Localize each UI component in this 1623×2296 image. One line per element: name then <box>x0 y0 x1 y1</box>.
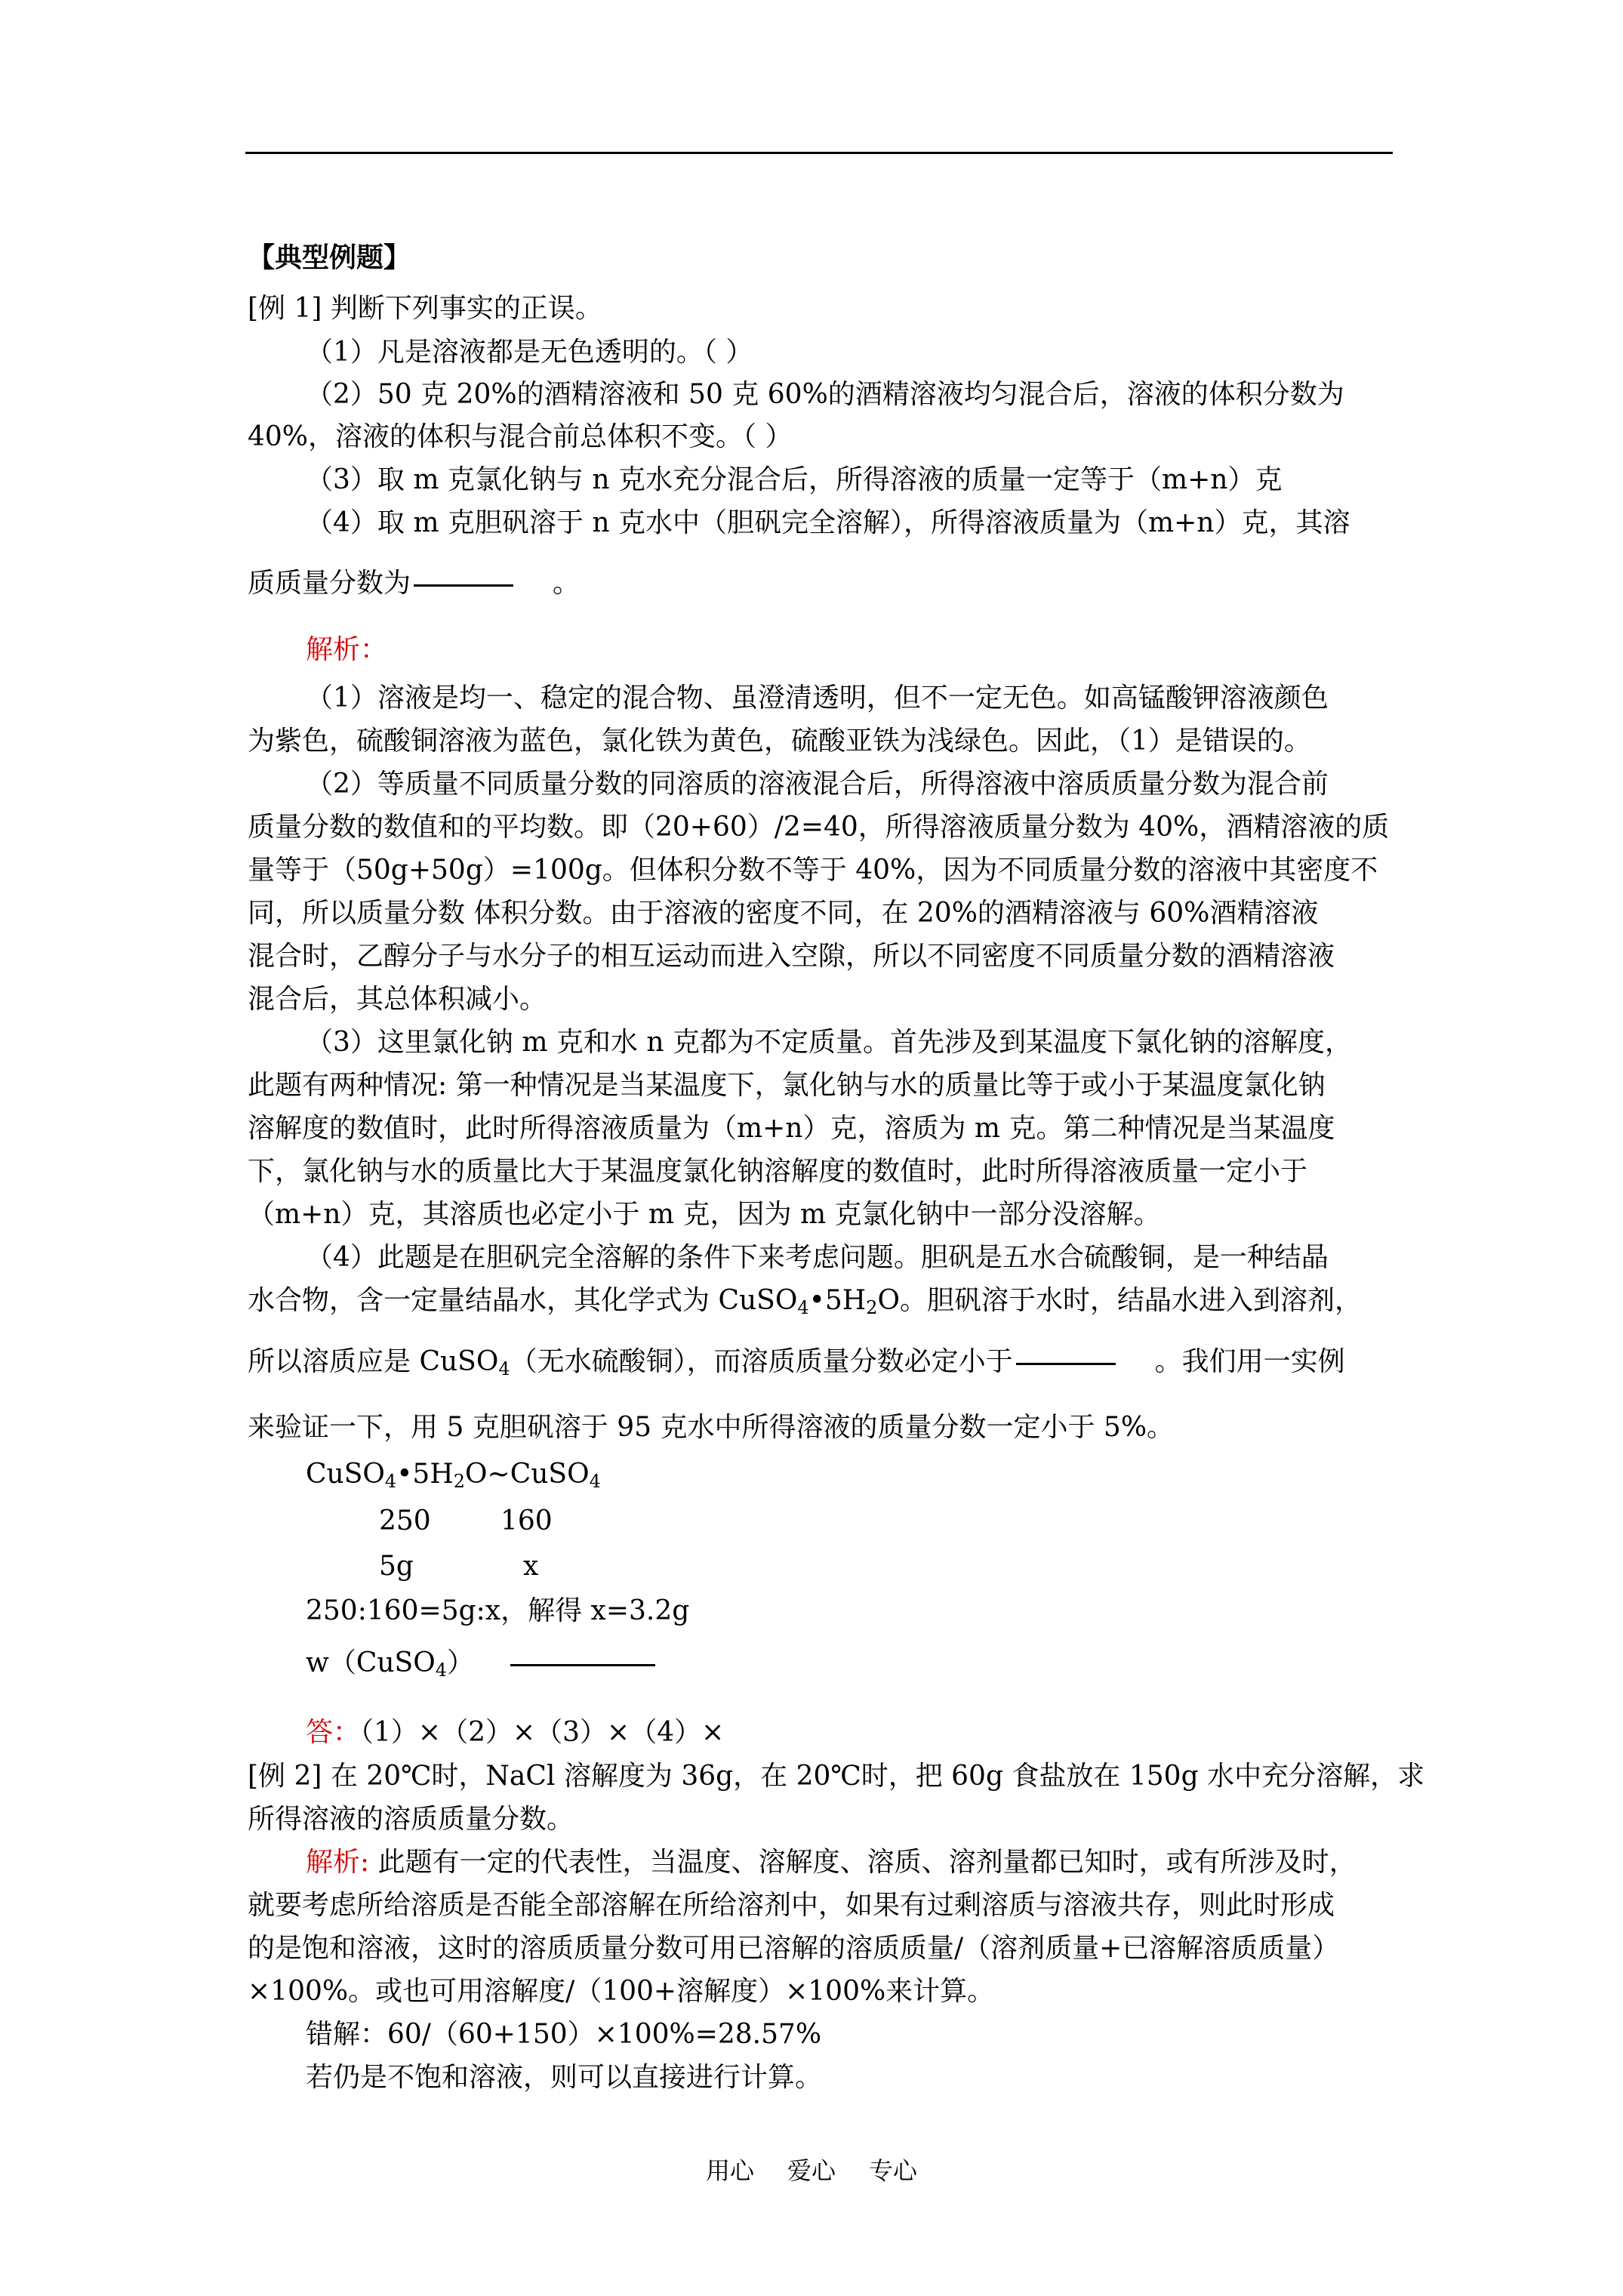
text-segment: w（CuSO <box>306 1647 436 1678</box>
analysis-3-line-3: 溶解度的数值时，此时所得溶液质量为（m+n）克，溶质为 m 克。第二种情况是当某温度 <box>248 1113 1335 1144</box>
example-2-analysis-line-2: 就要考虑所给溶质是否能全部溶解在所给溶剂中，如果有过剩溶质与溶液共存，则此时形成 <box>248 1890 1335 1921</box>
fraction-placeholder <box>510 1664 655 1666</box>
question-4-line-2 <box>248 566 580 601</box>
subscript: 4 <box>384 1471 397 1492</box>
footer-item: 专心 <box>869 2156 918 2185</box>
analysis-3-line-1: （3）这里氯化钠 m 克和水 n 克都为不定质量。首先涉及到某温度下氯化钠的溶解度， <box>306 1027 1353 1058</box>
calc-ratio: 250:160=5g:x，解得 x=3.2g <box>306 1595 690 1626</box>
text-segment: •5H <box>808 1285 867 1316</box>
analysis-3-line-5: （m+n）克，其溶质也必定小于 m 克，因为 m 克氯化钠中一部分没溶解。 <box>248 1199 1161 1230</box>
analysis-2-line-1: （2）等质量不同质量分数的同溶质的溶液混合后，所得溶液中溶质质量分数为混合前 <box>306 769 1329 800</box>
calc-row-1-left: 250 <box>379 1505 431 1536</box>
analysis-2-line-4: 同，所以质量分数 体积分数。由于溶液的密度不同，在 20%的酒精溶液与 60%酒精溶液 <box>248 898 1319 929</box>
text-segment: 水合物，含一定量结晶水，其化学式为 CuSO <box>248 1285 798 1316</box>
question-4-line-1: （4）取 m 克胆矾溶于 n 克水中（胆矾完全溶解），所得溶液质量为（m+n）克，其溶 <box>306 507 1350 538</box>
header-rule <box>245 152 1393 154</box>
text-segment: 此题有一定的代表性，当温度、溶解度、溶质、溶剂量都已知时，或有所涉及时， <box>369 1847 1357 1878</box>
analysis-2-line-3: 量等于（50g+50g）=100g。但体积分数不等于 40%，因为不同质量分数的溶液中其密度不 <box>248 855 1378 886</box>
question-4-text: 质质量分数为 <box>248 568 411 599</box>
question-3: （3）取 m 克氯化钠与 n 克水充分混合后，所得溶液的质量一定等于（m+n）克 <box>306 464 1283 495</box>
text-segment: CuSO <box>306 1459 385 1490</box>
analysis-1-line-1: （1）溶液是均一、稳定的混合物、虽澄清透明，但不一定无色。如高锰酸钾溶液颜色 <box>306 683 1329 713</box>
page-footer <box>0 2152 1623 2187</box>
calc-w <box>306 1646 658 1681</box>
question-2-line-2: 40%，溶液的体积与混合前总体积不变。（ ） <box>248 421 793 452</box>
analysis-4-line-1: （4）此题是在胆矾完全溶解的条件下来考虑问题。胆矾是五水合硫酸铜，是一种结晶 <box>306 1242 1329 1273</box>
analysis-4-line-2 <box>248 1284 1362 1318</box>
wrong-solution: 错解：60/（60+150）×100%=28.57% <box>306 2019 822 2050</box>
analysis-1-line-2: 为紫色，硫酸铜溶液为蓝色，氯化铁为黄色，硫酸亚铁为浅绿色。因此，（1）是错误的。 <box>248 726 1311 757</box>
answer-text: （1）×（2）×（3）×（4）× <box>360 1717 725 1748</box>
footer-item: 爱心 <box>787 2156 836 2185</box>
analysis-2-line-6: 混合后，其总体积减小。 <box>248 984 547 1015</box>
text-segment: •5H <box>396 1459 454 1490</box>
answer-label: 答： <box>306 1717 361 1748</box>
subscript: 4 <box>589 1471 601 1492</box>
text-segment: O。胆矾溶于水时，结晶水进入到溶剂， <box>877 1285 1362 1316</box>
analysis-3-line-4: 下，氯化钠与水的质量比大于某温度氯化钠溶解度的数值时，此时所得溶液质量一定小于 <box>248 1156 1308 1187</box>
subscript: 4 <box>498 1358 510 1379</box>
analysis-label: 解析: <box>306 1847 370 1878</box>
section-title: 【典型例题】 <box>248 242 411 273</box>
analysis-2-line-5: 混合时，乙醇分子与水分子的相互运动而进入空隙，所以不同密度不同质量分数的酒精溶液 <box>248 941 1335 972</box>
analysis-4-line-4: 来验证一下，用 5 克胆矾溶于 95 克水中所得溶液的质量分数一定小于 5%。 <box>248 1412 1175 1443</box>
question-4-end: 。 <box>553 568 581 599</box>
analysis-label: 解析： <box>306 634 388 665</box>
example-1-title: [例 1] 判断下列事实的正误。 <box>248 293 602 324</box>
subscript: 2 <box>453 1471 466 1492</box>
analysis-4-line-3 <box>248 1345 1345 1379</box>
footer-item: 用心 <box>705 2156 754 2185</box>
text-segment: 所以溶质应是 CuSO <box>248 1346 499 1377</box>
calc-row-2-right: x <box>523 1551 539 1582</box>
text-segment: （无水硫酸铜），而溶质质量分数必定小于 <box>510 1346 1013 1377</box>
example-2-title-line-2: 所得溶液的溶质质量分数。 <box>248 1804 574 1835</box>
calc-formula <box>306 1457 601 1492</box>
question-2-line-1: （2）50 克 20%的酒精溶液和 50 克 60%的酒精溶液均匀混合后，溶液的体积分数为 <box>306 379 1344 410</box>
analysis-3-line-2: 此题有两种情况: 第一种情况是当某温度下，氯化钠与水的质量比等于或小于某温度氯化钠 <box>248 1070 1326 1101</box>
text-segment: ） <box>447 1647 475 1678</box>
calc-row-2-left: 5g <box>379 1551 414 1582</box>
example-2-analysis-line-1 <box>306 1845 1357 1880</box>
analysis-2-line-2: 质量分数的数值和的平均数。即（20+60）/2=40，所得溶液质量分数为 40%，酒精溶液的质 <box>248 812 1390 843</box>
subscript: 2 <box>866 1297 878 1318</box>
example-2-analysis-line-3: 的是饱和溶液，这时的溶质质量分数可用已溶解的溶质质量/（溶剂质量+已溶解溶质质量） <box>248 1933 1340 1964</box>
subscript: 4 <box>797 1297 809 1318</box>
text-segment: O~CuSO <box>465 1459 590 1490</box>
unsaturated-note: 若仍是不饱和溶液，则可以直接进行计算。 <box>306 2062 823 2093</box>
text-segment: 。我们用一实例 <box>1154 1346 1345 1377</box>
fraction-placeholder <box>414 584 513 587</box>
subscript: 4 <box>435 1660 448 1681</box>
example-2-analysis-line-4: ×100%。或也可用溶解度/（100+溶解度）×100%来计算。 <box>248 1976 995 2007</box>
answer-line <box>306 1715 724 1750</box>
question-1: （1）凡是溶液都是无色透明的。（ ） <box>306 337 753 368</box>
calc-row-1-right: 160 <box>500 1505 553 1536</box>
example-2-title-line-1: [例 2] 在 20℃时，NaCl 溶解度为 36g，在 20℃时，把 60g 食盐放在 150g 水中充分溶解，求 <box>248 1761 1425 1792</box>
fraction-placeholder <box>1016 1363 1116 1365</box>
